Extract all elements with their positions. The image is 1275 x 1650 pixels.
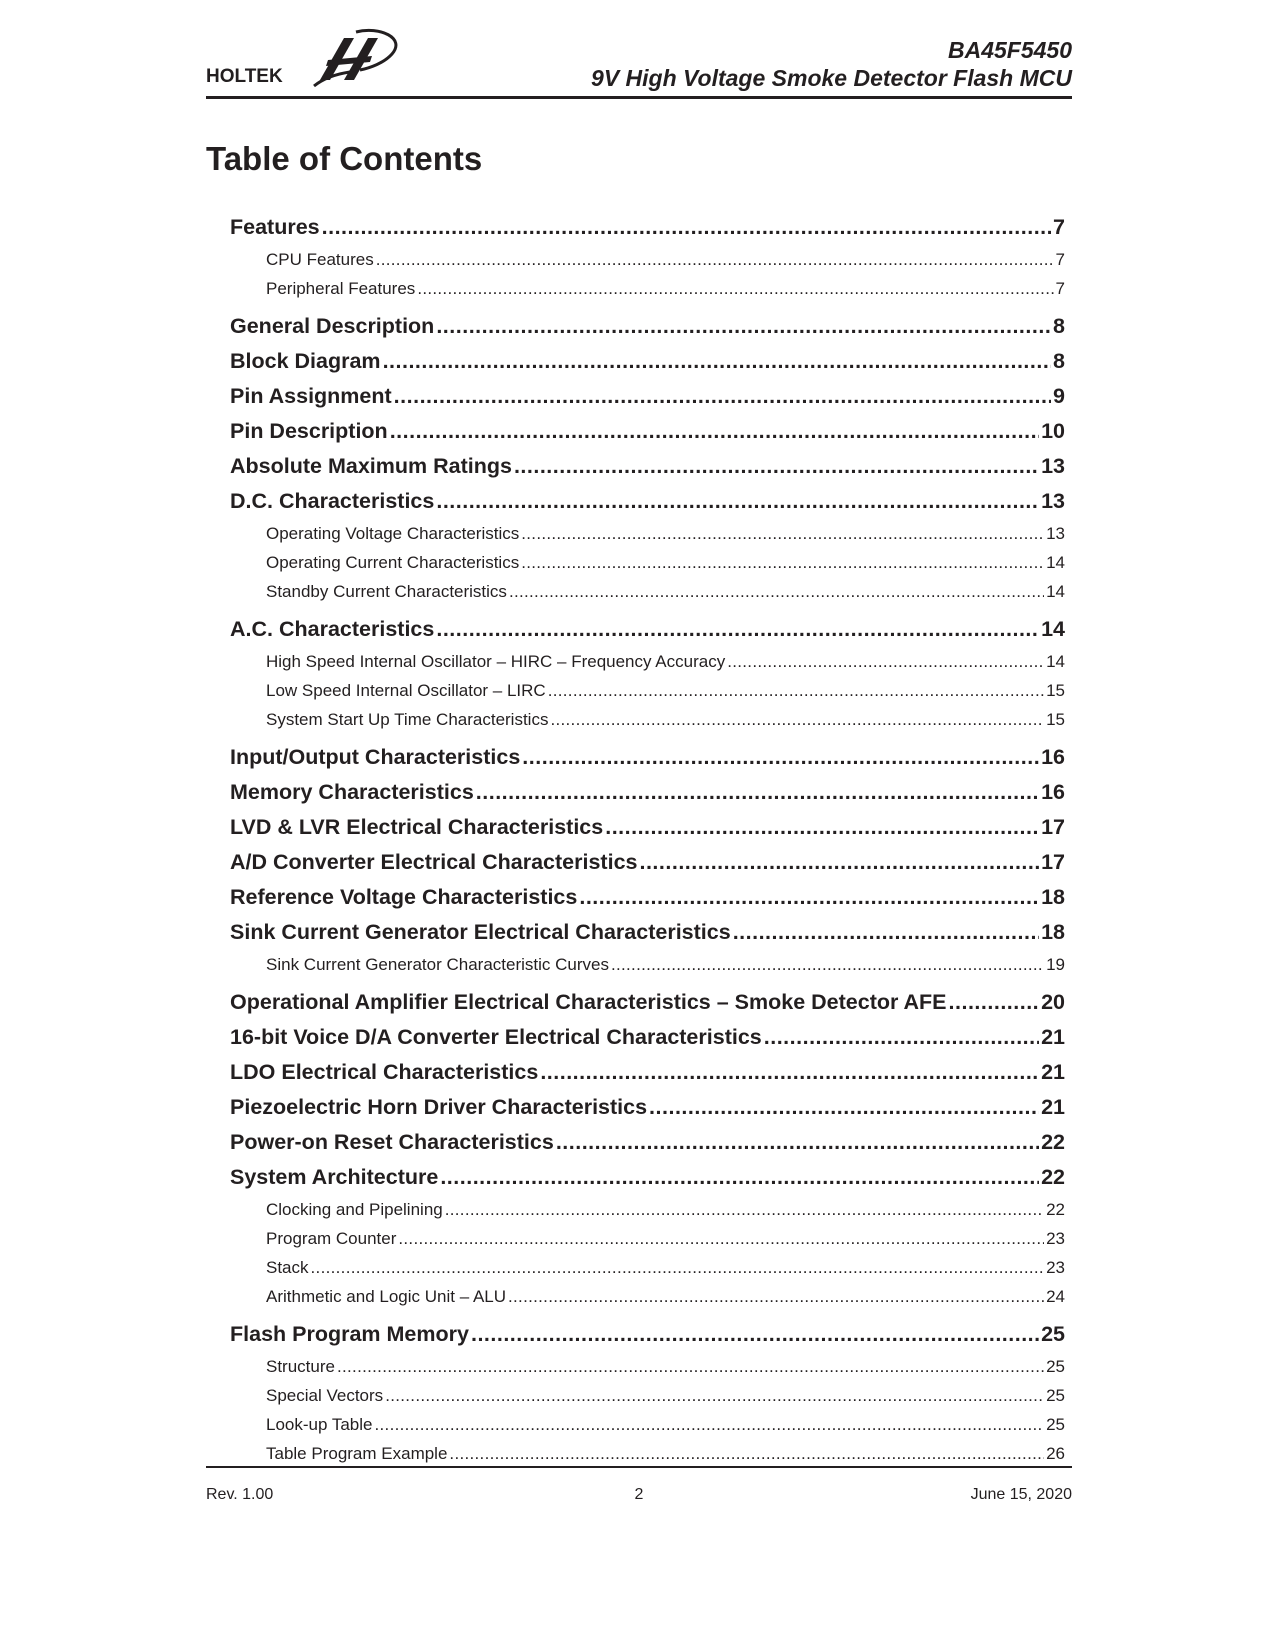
- toc-entry-page: 21: [1041, 1095, 1065, 1119]
- toc-dot-leader: [509, 577, 1044, 606]
- toc-entry-title: Pin Assignment: [230, 384, 392, 408]
- toc-dot-leader: [417, 274, 1053, 303]
- toc-entry-page: 25: [1046, 1415, 1065, 1434]
- toc-subsection-entry[interactable]: [230, 548, 1065, 577]
- toc-section-entry[interactable]: [230, 740, 1065, 775]
- toc-dot-leader: [445, 1195, 1044, 1224]
- toc-entry-page: 7: [1053, 215, 1065, 239]
- toc-entry-title: Power-on Reset Characteristics: [230, 1130, 554, 1154]
- holtek-logo: [206, 28, 406, 92]
- toc-subsection-entry[interactable]: [230, 647, 1065, 676]
- toc-dot-leader: [949, 985, 1040, 1020]
- toc-entry-page: 7: [1055, 279, 1065, 298]
- toc-entry-page: 22: [1041, 1165, 1065, 1189]
- toc-dot-leader: [727, 647, 1044, 676]
- toc-entry-title: Stack: [266, 1258, 309, 1277]
- toc-entry-page: 24: [1046, 1287, 1065, 1306]
- toc-entry-page: 17: [1041, 850, 1065, 874]
- toc-entry-page: 23: [1046, 1258, 1065, 1277]
- toc-entry-page: 22: [1041, 1130, 1065, 1154]
- toc-entry-title: Reference Voltage Characteristics: [230, 885, 578, 909]
- toc-subsection-entry[interactable]: [230, 274, 1065, 303]
- toc-dot-leader: [764, 1020, 1039, 1055]
- toc-dot-leader: [436, 612, 1039, 647]
- toc-entry-title: LVD & LVR Electrical Characteristics: [230, 815, 604, 839]
- toc-entry-title: Program Counter: [266, 1229, 397, 1248]
- toc-entry-page: 19: [1046, 955, 1065, 974]
- toc-section-entry[interactable]: [230, 344, 1065, 379]
- toc-dot-leader: [449, 1439, 1044, 1468]
- toc-section-entry[interactable]: [230, 810, 1065, 845]
- table-of-contents: [230, 210, 1065, 1468]
- toc-entry-title: Features: [230, 215, 320, 239]
- toc-section-entry[interactable]: [230, 484, 1065, 519]
- toc-section-entry[interactable]: [230, 985, 1065, 1020]
- toc-section-entry[interactable]: [230, 210, 1065, 245]
- toc-dot-leader: [398, 1224, 1044, 1253]
- toc-entry-title: A.C. Characteristics: [230, 617, 435, 641]
- toc-entry-title: Look-up Table: [266, 1415, 373, 1434]
- revision-label: Rev. 1.00: [206, 1486, 274, 1503]
- toc-section-entry[interactable]: [230, 309, 1065, 344]
- page-header: [206, 24, 1072, 99]
- toc-dot-leader: [440, 1160, 1039, 1195]
- toc-subsection-entry[interactable]: [230, 676, 1065, 705]
- toc-section-entry[interactable]: [230, 1090, 1065, 1125]
- toc-section-entry[interactable]: [230, 449, 1065, 484]
- toc-entry-page: 8: [1053, 314, 1065, 338]
- toc-entry-page: 14: [1046, 582, 1065, 601]
- toc-entry-page: 14: [1046, 553, 1065, 572]
- toc-entry-title: General Description: [230, 314, 435, 338]
- toc-entry-page: 26: [1046, 1444, 1065, 1463]
- toc-entry-title: Block Diagram: [230, 349, 381, 373]
- page-number: 2: [634, 1486, 644, 1503]
- toc-entry-title: Operational Amplifier Electrical Characteristics – Smoke Detector AFE: [230, 990, 947, 1014]
- toc-dot-leader: [514, 449, 1039, 484]
- toc-section-entry[interactable]: [230, 775, 1065, 810]
- logo-text: HOLTEK: [206, 66, 283, 87]
- toc-dot-leader: [471, 1317, 1039, 1352]
- toc-dot-leader: [522, 740, 1039, 775]
- product-description: 9V High Voltage Smoke Detector Flash MCU: [591, 65, 1072, 91]
- toc-entry-page: 21: [1041, 1060, 1065, 1084]
- toc-dot-leader: [579, 880, 1039, 915]
- toc-dot-leader: [383, 344, 1051, 379]
- toc-entry-page: 13: [1041, 454, 1065, 478]
- toc-entry-title: Sink Current Generator Electrical Characteristics: [230, 920, 731, 944]
- toc-entry-title: Structure: [266, 1357, 335, 1376]
- toc-section-entry[interactable]: [230, 1055, 1065, 1090]
- toc-dot-leader: [311, 1253, 1045, 1282]
- toc-dot-leader: [556, 1125, 1039, 1160]
- toc-entry-title: Sink Current Generator Characteristic Curves: [266, 955, 609, 974]
- holtek-logo-mark-icon: [310, 28, 406, 90]
- toc-entry-page: 20: [1041, 990, 1065, 1014]
- page-title: Table of Contents: [206, 140, 483, 177]
- toc-entry-title: Operating Voltage Characteristics: [266, 524, 520, 543]
- toc-section-entry[interactable]: [230, 1125, 1065, 1160]
- toc-entry-title: 16-bit Voice D/A Converter Electrical Characteristics: [230, 1025, 762, 1049]
- toc-entry-page: 25: [1046, 1357, 1065, 1376]
- toc-subsection-entry[interactable]: [230, 1282, 1065, 1311]
- toc-entry-title: Input/Output Characteristics: [230, 745, 521, 769]
- toc-section-entry[interactable]: [230, 1160, 1065, 1195]
- toc-entry-title: LDO Electrical Characteristics: [230, 1060, 539, 1084]
- toc-entry-page: 9: [1053, 384, 1065, 408]
- toc-entry-page: 14: [1041, 617, 1065, 641]
- toc-entry-title: D.C. Characteristics: [230, 489, 435, 513]
- page-footer: [206, 1466, 1072, 1503]
- toc-dot-leader: [376, 245, 1054, 274]
- toc-entry-title: Operating Current Characteristics: [266, 553, 520, 572]
- toc-entry-title: Arithmetic and Logic Unit – ALU: [266, 1287, 507, 1306]
- toc-entry-title: Special Vectors: [266, 1386, 384, 1405]
- toc-entry-page: 7: [1055, 250, 1065, 269]
- toc-dot-leader: [605, 810, 1039, 845]
- toc-entry-page: 15: [1046, 710, 1065, 729]
- toc-entry-title: Low Speed Internal Oscillator – LIRC: [266, 681, 546, 700]
- toc-entry-page: 25: [1041, 1322, 1065, 1346]
- toc-dot-leader: [436, 309, 1051, 344]
- toc-subsection-entry[interactable]: [230, 577, 1065, 606]
- toc-section-entry[interactable]: [230, 414, 1065, 449]
- toc-subsection-entry[interactable]: [230, 1352, 1065, 1381]
- toc-entry-title: Piezoelectric Horn Driver Characteristics: [230, 1095, 648, 1119]
- toc-dot-leader: [649, 1090, 1039, 1125]
- toc-entry-page: 17: [1041, 815, 1065, 839]
- toc-dot-leader: [521, 519, 1044, 548]
- toc-entry-page: 18: [1041, 920, 1065, 944]
- toc-entry-page: 18: [1041, 885, 1065, 909]
- toc-dot-leader: [733, 915, 1039, 950]
- toc-dot-leader: [521, 548, 1044, 577]
- toc-entry-title: Flash Program Memory: [230, 1322, 469, 1346]
- toc-entry-page: 13: [1046, 524, 1065, 543]
- toc-dot-leader: [508, 1282, 1044, 1311]
- part-number: BA45F5450: [947, 37, 1072, 63]
- toc-entry-page: 25: [1046, 1386, 1065, 1405]
- toc-entry-page: 14: [1046, 652, 1065, 671]
- toc-subsection-entry[interactable]: [230, 1410, 1065, 1439]
- toc-section-entry[interactable]: [230, 379, 1065, 414]
- toc-entry-title: System Start Up Time Characteristics: [266, 710, 549, 729]
- toc-entry-page: 13: [1041, 489, 1065, 513]
- toc-entry-title: Table Program Example: [266, 1444, 448, 1463]
- toc-entry-title: Absolute Maximum Ratings: [230, 454, 512, 478]
- toc-entry-title: A/D Converter Electrical Characteristics: [230, 850, 638, 874]
- toc-entry-title: System Architecture: [230, 1165, 439, 1189]
- toc-dot-leader: [337, 1352, 1044, 1381]
- toc-dot-leader: [548, 676, 1044, 705]
- publication-date: June 15, 2020: [970, 1486, 1072, 1503]
- toc-entry-title: Memory Characteristics: [230, 780, 474, 804]
- toc-entry-title: Standby Current Characteristics: [266, 582, 507, 601]
- toc-entry-page: 21: [1041, 1025, 1065, 1049]
- toc-entry-title: Peripheral Features: [266, 279, 416, 298]
- toc-section-entry[interactable]: [230, 915, 1065, 950]
- toc-subsection-entry[interactable]: [230, 1381, 1065, 1410]
- toc-dot-leader: [550, 705, 1044, 734]
- toc-entry-page: 23: [1046, 1229, 1065, 1248]
- toc-section-entry[interactable]: [230, 1317, 1065, 1352]
- toc-entry-title: CPU Features: [266, 250, 374, 269]
- toc-entry-title: Pin Description: [230, 419, 388, 443]
- toc-dot-leader: [540, 1055, 1039, 1090]
- toc-section-entry[interactable]: [230, 880, 1065, 915]
- toc-dot-leader: [322, 210, 1051, 245]
- toc-subsection-entry[interactable]: [230, 1195, 1065, 1224]
- toc-dot-leader: [476, 775, 1039, 810]
- toc-dot-leader: [375, 1410, 1045, 1439]
- toc-dot-leader: [639, 845, 1039, 880]
- toc-subsection-entry[interactable]: [230, 1253, 1065, 1282]
- toc-entry-title: High Speed Internal Oscillator – HIRC – Frequency Accuracy: [266, 652, 726, 671]
- document-title: [591, 36, 1072, 92]
- toc-section-entry[interactable]: [230, 845, 1065, 880]
- toc-dot-leader: [611, 950, 1044, 979]
- toc-entry-page: 8: [1053, 349, 1065, 373]
- toc-subsection-entry[interactable]: [230, 519, 1065, 548]
- toc-subsection-entry[interactable]: [230, 1224, 1065, 1253]
- toc-subsection-entry[interactable]: [230, 950, 1065, 979]
- toc-entry-page: 16: [1041, 745, 1065, 769]
- toc-entry-title: Clocking and Pipelining: [266, 1200, 443, 1219]
- toc-entry-page: 22: [1046, 1200, 1065, 1219]
- toc-entry-page: 10: [1041, 419, 1065, 443]
- toc-subsection-entry[interactable]: [230, 245, 1065, 274]
- toc-dot-leader: [385, 1381, 1044, 1410]
- toc-section-entry[interactable]: [230, 612, 1065, 647]
- toc-entry-page: 16: [1041, 780, 1065, 804]
- toc-dot-leader: [394, 379, 1051, 414]
- toc-dot-leader: [390, 414, 1039, 449]
- toc-subsection-entry[interactable]: [230, 705, 1065, 734]
- toc-section-entry[interactable]: [230, 1020, 1065, 1055]
- toc-subsection-entry[interactable]: [230, 1439, 1065, 1468]
- toc-dot-leader: [436, 484, 1039, 519]
- toc-entry-page: 15: [1046, 681, 1065, 700]
